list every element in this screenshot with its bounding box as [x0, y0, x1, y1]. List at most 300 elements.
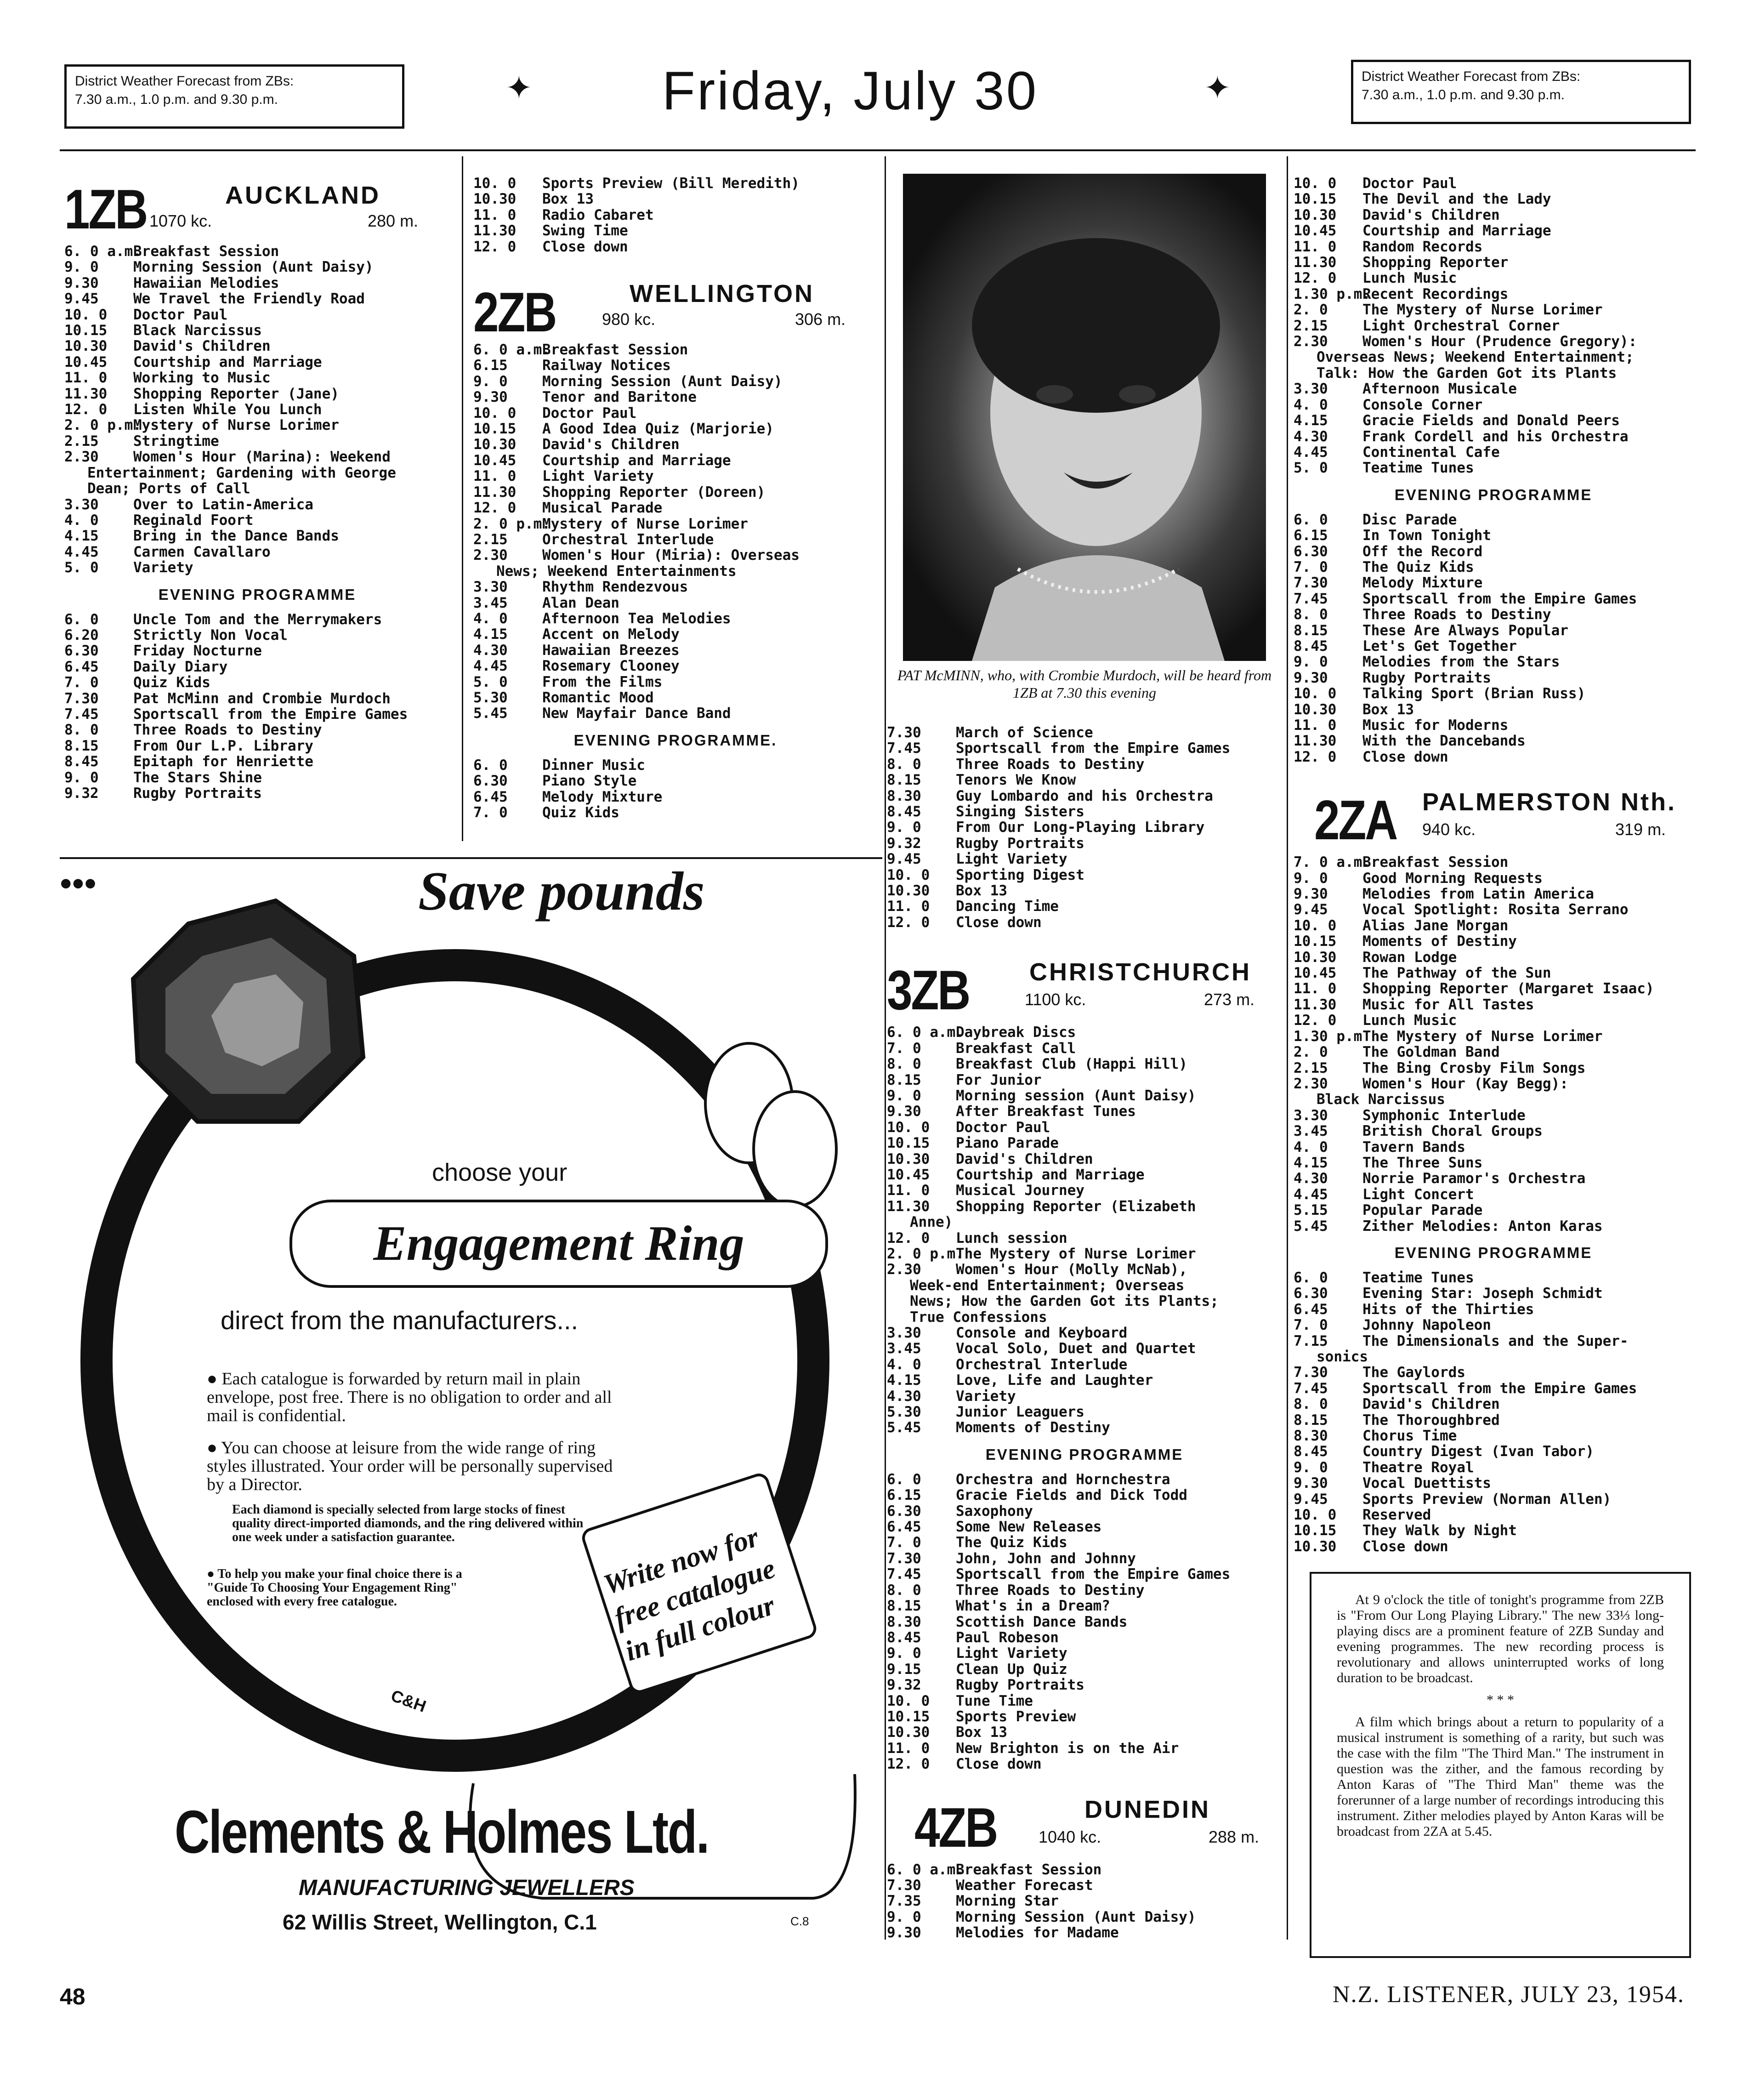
schedule-time: 7.35 [887, 1893, 921, 1910]
schedule-time: 10.15 [887, 1708, 930, 1725]
schedule-time: 7. 0 [473, 804, 508, 821]
schedule-programme: Three Roads to Destiny [1362, 607, 1551, 623]
schedule-row [887, 804, 1282, 820]
schedule-time: 12. 0 [1294, 1012, 1337, 1029]
schedule-programme: Breakfast Call [956, 1040, 1076, 1057]
schedule-time: 9. 0 [473, 373, 508, 390]
schedule-row [887, 1925, 1282, 1941]
schedule-list [887, 1862, 1282, 1941]
schedule-row [64, 643, 450, 659]
schedule-row [1294, 397, 1693, 413]
schedule-programme: The Goldman Band [1362, 1044, 1500, 1060]
schedule-programme: Shopping Reporter (Doreen) [542, 484, 766, 501]
schedule-time: 10.45 [1294, 222, 1337, 239]
schedule-row [1294, 950, 1693, 965]
schedule-programme: Console and Keyboard [956, 1325, 1128, 1341]
schedule-row [1294, 334, 1693, 349]
schedule-programme: Sports Preview (Bill Meredith) [542, 176, 800, 192]
schedule-row [1294, 1218, 1693, 1234]
schedule-time: 10.45 [887, 1166, 930, 1183]
schedule-time: 2.15 [1294, 317, 1328, 334]
schedule-time: 2.15 [1294, 1059, 1328, 1076]
schedule-row [887, 740, 1282, 756]
schedule-time: 9.15 [887, 1661, 921, 1678]
magazine-footer: N.Z. LISTENER, JULY 23, 1954. [1333, 1981, 1685, 2008]
schedule-time: 10.45 [64, 353, 108, 370]
schedule-programme: Theatre Royal [1362, 1459, 1474, 1476]
star-ornament: ✦ [505, 69, 533, 107]
schedule-row [473, 516, 878, 532]
schedule-row [887, 788, 1282, 804]
schedule-programme: Weather Forecast [956, 1877, 1093, 1894]
ad-top-rule [60, 857, 882, 859]
schedule-time: 8.15 [887, 1598, 921, 1615]
schedule-time: 4.15 [64, 528, 99, 545]
schedule-programme: Good Morning Requests [1362, 870, 1543, 887]
schedule-list [887, 725, 1282, 930]
schedule-time: 9.32 [64, 785, 99, 802]
schedule-programme: Box 13 [542, 191, 594, 207]
schedule-row [1294, 528, 1693, 543]
schedule-programme: Tenor and Baritone [542, 389, 697, 405]
schedule-time: 9. 0 [64, 259, 99, 276]
schedule-continuation: Overseas News; Weekend Entertainment; [1317, 349, 1634, 366]
schedule-time: 10.30 [1294, 701, 1337, 718]
schedule-programme: Paul Robeson [956, 1629, 1059, 1646]
schedule-row [1294, 223, 1693, 239]
schedule-time: 6.45 [887, 1519, 921, 1536]
schedule-time: 8.30 [887, 787, 921, 804]
schedule-programme: Morning Session (Aunt Daisy) [133, 259, 374, 275]
schedule-time: 5.45 [1294, 1218, 1328, 1235]
schedule-row [887, 1662, 1282, 1677]
schedule-programme: The Dimensionals and the Super- [1362, 1333, 1629, 1349]
schedule-programme: Piano Parade [956, 1135, 1059, 1151]
schedule-row [887, 1167, 1282, 1183]
schedule-programme: Zither Melodies: Anton Karas [1362, 1218, 1603, 1234]
schedule-time: 4.30 [1294, 428, 1328, 445]
schedule-time: 10. 0 [473, 404, 517, 421]
schedule-time: 4.15 [887, 1372, 921, 1389]
schedule-time: 12. 0 [1294, 270, 1337, 287]
schedule-row [1294, 270, 1693, 286]
schedule-programme: Chorus Time [1362, 1428, 1457, 1444]
schedule-time: 4. 0 [473, 610, 508, 627]
schedule-list [887, 1325, 1282, 1436]
schedule-row [887, 1566, 1282, 1582]
schedule-row [64, 275, 450, 291]
schedule-time: 9. 0 [1294, 1459, 1328, 1476]
schedule-time: 6. 0 [1294, 511, 1328, 528]
schedule-programme: In Town Tonight [1362, 528, 1491, 544]
schedule-continuation: True Confessions [910, 1309, 1047, 1326]
schedule-time: 8.15 [887, 1071, 921, 1088]
schedule-list [1294, 381, 1693, 476]
schedule-row [887, 1598, 1282, 1614]
schedule-programme: Alan Dean [542, 595, 619, 611]
schedule-time: 3.30 [473, 579, 508, 596]
wavelength: 319 m. [1615, 820, 1666, 839]
schedule-row [64, 754, 450, 769]
schedule-time: 7.45 [887, 1566, 921, 1583]
schedule-programme: They Walk by Night [1362, 1523, 1517, 1539]
schedule-row [1294, 239, 1693, 255]
station-2zb-column [473, 176, 878, 820]
ad-choose: choose your [432, 1159, 568, 1186]
schedule-row [473, 643, 878, 658]
schedule-time: 8.15 [887, 772, 921, 789]
schedule-time: 9.45 [887, 851, 921, 868]
schedule-programme: Morning Session (Aunt Daisy) [956, 1909, 1196, 1925]
schedule-programme: Melodies from Latin America [1362, 886, 1594, 902]
schedule-row [887, 1357, 1282, 1372]
schedule-programme: Box 13 [956, 1724, 1007, 1741]
schedule-programme: Country Digest (Ivan Tabor) [1362, 1444, 1594, 1460]
schedule-time: 6.20 [64, 626, 99, 643]
schedule-time: 4.15 [1294, 1154, 1328, 1171]
schedule-programme: Morning Session (Aunt Daisy) [542, 373, 783, 390]
schedule-time: 12. 0 [887, 1756, 930, 1773]
schedule-time: 7.45 [64, 706, 99, 723]
schedule-time: 11.30 [473, 484, 517, 501]
column-rule [1287, 156, 1288, 1940]
schedule-time: 8.45 [1294, 637, 1328, 654]
schedule-row [1294, 702, 1693, 717]
schedule-time: 7. 0 [64, 674, 99, 691]
schedule-time: 11. 0 [473, 206, 517, 223]
schedule-programme: Afternoon Musicale [1362, 381, 1517, 397]
schedule-row [1294, 255, 1693, 270]
schedule-list [473, 342, 878, 563]
schedule-programme: The Gaylords [1362, 1365, 1465, 1381]
schedule-row [473, 532, 878, 547]
schedule-time: 10.15 [1294, 933, 1337, 950]
schedule-time: 8. 0 [64, 722, 99, 739]
schedule-programme: Orchestral Interlude [542, 531, 714, 548]
schedule-programme: Mystery of Nurse Lorimer [133, 417, 339, 433]
schedule-row [64, 528, 450, 544]
schedule-programme: Breakfast Club (Happi Hill) [956, 1056, 1187, 1072]
schedule-row [473, 626, 878, 642]
schedule-list [887, 1230, 1282, 1278]
schedule-row [1294, 1460, 1693, 1475]
schedule-programme: Light Concert [1362, 1186, 1474, 1203]
photo-caption: PAT McMINN, who, with Crombie Murdoch, will be heard from 1ZB at 7.30 this evening [897, 667, 1272, 701]
portrait-image [903, 174, 1266, 661]
schedule-row [473, 547, 878, 563]
note-separator: * * * [1487, 1692, 1514, 1707]
schedule-programme: Guy Lombardo and his Orchestra [956, 788, 1213, 804]
schedule-row [1294, 191, 1693, 207]
schedule-row [1294, 1108, 1693, 1123]
schedule-time: 9. 0 [64, 769, 99, 786]
schedule-time: 12. 0 [887, 1229, 930, 1246]
schedule-time: 6.15 [887, 1487, 921, 1504]
schedule-programme: Symphonic Interlude [1362, 1107, 1526, 1124]
call-sign: 3ZB [887, 959, 970, 1022]
schedule-time: 6. 0 [1294, 1269, 1328, 1286]
schedule-row [1294, 871, 1693, 886]
schedule-row [887, 772, 1282, 788]
schedule-row [473, 421, 878, 437]
schedule-row [1294, 1270, 1693, 1286]
schedule-row [64, 497, 450, 512]
schedule-programme: Shopping Reporter [1362, 255, 1509, 271]
schedule-row [887, 1024, 1282, 1040]
ad-dots: ••• [60, 865, 96, 903]
schedule-row [1294, 302, 1693, 318]
schedule-programme: Quiz Kids [542, 805, 619, 821]
schedule-row [887, 899, 1282, 914]
ad-subtitle: MANUFACTURING JEWELLERS [299, 1876, 635, 1900]
schedule-time: 6. 0 [887, 1471, 921, 1488]
schedule-time: 2.15 [473, 531, 508, 548]
page-number: 48 [60, 1984, 85, 2009]
schedule-time: 8.45 [887, 1629, 921, 1646]
schedule-row [887, 1709, 1282, 1724]
weather-line2: 7.30 a.m., 1.0 p.m. and 9.30 p.m. [75, 92, 278, 107]
evening-heading: EVENING PROGRAMME. [573, 731, 778, 749]
weather-notice-left [64, 64, 404, 129]
schedule-continuation: Dean; Ports of Call [87, 480, 250, 497]
schedule-programme: Close down [1362, 749, 1448, 765]
frequency: 940 kc. [1422, 820, 1476, 839]
schedule-time: 2.30 [64, 449, 99, 466]
schedule-row [1294, 1202, 1693, 1218]
schedule-row [887, 725, 1282, 740]
schedule-programme: Rosemary Clooney [542, 658, 680, 674]
schedule-row [1294, 1286, 1693, 1301]
schedule-time: 3.30 [64, 496, 99, 513]
schedule-row [64, 722, 450, 738]
schedule-time: 11. 0 [1294, 980, 1337, 997]
schedule-programme: Melodies for Madame [956, 1925, 1119, 1941]
schedule-programme: Breakfast Session [1362, 854, 1509, 871]
schedule-time: 10.30 [887, 1150, 930, 1167]
schedule-time: 1.30 p.m [1294, 1028, 1362, 1045]
schedule-programme: Music for All Tastes [1362, 996, 1534, 1013]
schedule-time: 8. 0 [1294, 606, 1328, 623]
schedule-time: 8.30 [1294, 1428, 1328, 1445]
weather-line1: District Weather Forecast from ZBs: [1362, 69, 1581, 84]
schedule-row [64, 512, 450, 528]
schedule-programme: Sportscall from the Empire Games [133, 706, 408, 723]
schedule-programme: Box 13 [1362, 701, 1414, 717]
schedule-programme: Doctor Paul [133, 307, 228, 323]
schedule-programme: Light Variety [542, 468, 654, 484]
schedule-time: 10. 0 [64, 306, 108, 323]
schedule-programme: John, John and Johnny [956, 1550, 1136, 1567]
schedule-time: 2.30 [887, 1261, 921, 1278]
schedule-time: 3.45 [473, 594, 508, 611]
ad-headline: Save pounds [418, 860, 705, 922]
schedule-time: 12. 0 [473, 500, 517, 517]
schedule-programme: Doctor Paul [1362, 176, 1457, 192]
schedule-programme: The Mystery of Nurse Lorimer [1362, 302, 1603, 318]
schedule-programme: The Thoroughbred [1362, 1412, 1500, 1428]
schedule-time: 3.30 [1294, 1107, 1328, 1124]
schedule-row [1294, 318, 1693, 334]
frequency: 1100 kc. [1025, 990, 1086, 1009]
schedule-continuation: News; Weekend Entertainments [496, 563, 737, 580]
schedule-programme: Close down [956, 914, 1042, 931]
schedule-row [887, 1472, 1282, 1487]
schedule-programme: Courtship and Marriage [1362, 223, 1551, 239]
schedule-programme: Friday Nocturne [133, 643, 262, 659]
city-name: AUCKLAND [225, 182, 380, 209]
schedule-time: 9.45 [64, 290, 99, 307]
schedule-time: 12. 0 [1294, 748, 1337, 765]
city-name: PALMERSTON Nth. [1422, 788, 1676, 816]
schedule-row [473, 374, 878, 389]
schedule-programme: Doctor Paul [956, 1119, 1050, 1136]
ad-bullet: ● You can choose at leisure from the wide range of ring styles illustrated. Your order will be personally supervised by a Director. [207, 1438, 613, 1494]
schedule-row [64, 449, 450, 465]
schedule-programme: Moments of Destiny [956, 1420, 1110, 1436]
schedule-time: 4.45 [64, 543, 99, 560]
schedule-row [1294, 670, 1693, 686]
schedule-programme: Epitaph for Henriette [133, 754, 313, 770]
schedule-time: 8. 0 [887, 756, 921, 773]
schedule-programme: Dinner Music [542, 757, 645, 774]
schedule-row [64, 544, 450, 560]
schedule-row [473, 223, 878, 239]
schedule-continuation: Talk: How the Garden Got its Plants [1317, 364, 1617, 381]
schedule-programme: Lunch Music [1362, 1013, 1457, 1029]
schedule-continuation: News; How the Garden Got its Plants; [910, 1293, 1219, 1310]
city-name: CHRISTCHURCH [1029, 958, 1251, 986]
station-4zb-2za-column [1294, 176, 1693, 1554]
schedule-programme: Rugby Portraits [1362, 670, 1491, 686]
schedule-programme: Railway Notices [542, 358, 671, 374]
schedule-time: 2.15 [64, 433, 99, 450]
station-3zb-column [887, 725, 1282, 1941]
schedule-programme: Courtship and Marriage [133, 354, 322, 370]
schedule-row [64, 323, 450, 338]
schedule-time: 8. 0 [1294, 1396, 1328, 1413]
schedule-list [64, 612, 450, 802]
schedule-time: 11. 0 [887, 1182, 930, 1199]
schedule-row [887, 1551, 1282, 1566]
schedule-row [887, 1693, 1282, 1709]
schedule-time: 10.15 [64, 322, 108, 339]
schedule-programme: Dancing Time [956, 899, 1059, 915]
schedule-time: 9. 0 [1294, 654, 1328, 671]
schedule-programme: These Are Always Popular [1362, 622, 1568, 638]
schedule-row [64, 417, 450, 433]
schedule-time: 10.15 [887, 1135, 930, 1152]
schedule-time: 4. 0 [1294, 1138, 1328, 1155]
schedule-programme: Melody Mixture [542, 789, 663, 805]
schedule-programme: Afternoon Tea Melodies [542, 610, 731, 627]
schedule-row [64, 370, 450, 386]
schedule-row [1294, 1013, 1693, 1028]
schedule-time: 10.30 [1294, 1538, 1337, 1555]
schedule-time: 9.45 [1294, 1491, 1328, 1508]
schedule-time: 8.45 [887, 803, 921, 820]
schedule-row [887, 1199, 1282, 1214]
schedule-programme: What's in a Dream? [956, 1598, 1110, 1614]
schedule-time: 10.15 [1294, 191, 1337, 208]
schedule-time: 6. 0 a.m. [887, 1024, 964, 1041]
schedule-time: 5. 0 [64, 559, 99, 576]
schedule-time: 6.30 [473, 773, 508, 790]
schedule-row [1294, 1444, 1693, 1459]
schedule-programme: Women's Hour (Kay Begg): [1362, 1076, 1568, 1092]
schedule-programme: Off the Record [1362, 543, 1483, 559]
schedule-row [887, 1151, 1282, 1167]
schedule-time: 10.30 [1294, 206, 1337, 223]
call-sign: 1ZB [64, 178, 147, 240]
schedule-continuation: Week-end Entertainment; Overseas [910, 1277, 1185, 1294]
schedule-programme: Gracie Fields and Donald Peers [1362, 413, 1620, 429]
portrait-photo [903, 174, 1266, 661]
schedule-programme: Courtship and Marriage [542, 452, 731, 469]
schedule-row [1294, 544, 1693, 559]
schedule-row [1294, 176, 1693, 191]
schedule-row [64, 612, 450, 627]
schedule-programme: Sporting Digest [956, 867, 1084, 883]
schedule-programme: Singing Sisters [956, 804, 1084, 820]
schedule-programme: Hits of the Thirties [1362, 1301, 1534, 1318]
schedule-time: 3.45 [887, 1340, 921, 1357]
frequency: 980 kc. [602, 310, 656, 329]
schedule-row [473, 239, 878, 255]
note-paragraph: At 9 o'clock the title of tonight's programme from 2ZB is "From Our Long Playing Library." The new 33⅓ long-playing discs are a prominent feature of 2ZB Sunday and evening programmes. The new recording process is revolutionary and allows uninterrupted works of long duration to be broadcast. [1337, 1592, 1664, 1685]
schedule-time: 6.15 [473, 357, 508, 374]
schedule-time: 10. 0 [1294, 917, 1337, 934]
schedule-row [473, 389, 878, 405]
schedule-programme: Sportscall from the Empire Games [1362, 1380, 1637, 1397]
column-rule [885, 156, 886, 1940]
schedule-row [1294, 1475, 1693, 1491]
schedule-row [1294, 1412, 1693, 1428]
schedule-list [1294, 512, 1693, 765]
schedule-programme: Close down [1362, 1538, 1448, 1555]
schedule-programme: Music for Moderns [1362, 717, 1509, 734]
frequency: 1070 kc. [149, 211, 212, 230]
schedule-row [64, 691, 450, 706]
schedule-programme: Melodies from the Stars [1362, 654, 1560, 670]
schedule-row [1294, 1302, 1693, 1317]
schedule-row [887, 1420, 1282, 1435]
schedule-time: 10.30 [64, 338, 108, 355]
schedule-time: 9. 0 [887, 1645, 921, 1662]
schedule-row [64, 738, 450, 754]
schedule-row [887, 1104, 1282, 1119]
schedule-programme: Clean Up Quiz [956, 1661, 1067, 1678]
schedule-row [64, 433, 450, 449]
schedule-time: 2. 0 p.m. [887, 1245, 964, 1262]
schedule-programme: Radio Cabaret [542, 207, 654, 223]
schedule-programme: Lunch session [956, 1230, 1067, 1246]
schedule-time: 2. 0 [1294, 302, 1328, 319]
schedule-programme: Light Variety [956, 1645, 1067, 1662]
schedule-list [473, 176, 878, 255]
schedule-programme: Gracie Fields and Dick Todd [956, 1487, 1187, 1503]
schedule-programme: The Bing Crosby Film Songs [1362, 1060, 1586, 1076]
schedule-time: 3.30 [887, 1325, 921, 1341]
schedule-time: 9.30 [1294, 1475, 1328, 1492]
call-sign: 4ZB [914, 1796, 997, 1859]
schedule-programme: Moments of Destiny [1362, 933, 1517, 950]
schedule-programme: Sports Preview (Norman Allen) [1362, 1491, 1612, 1508]
column-rule [462, 156, 463, 841]
schedule-row [64, 354, 450, 370]
schedule-row [887, 1519, 1282, 1535]
schedule-programme: Continental Cafe [1362, 444, 1500, 461]
schedule-programme: David's Children [1362, 1396, 1500, 1412]
